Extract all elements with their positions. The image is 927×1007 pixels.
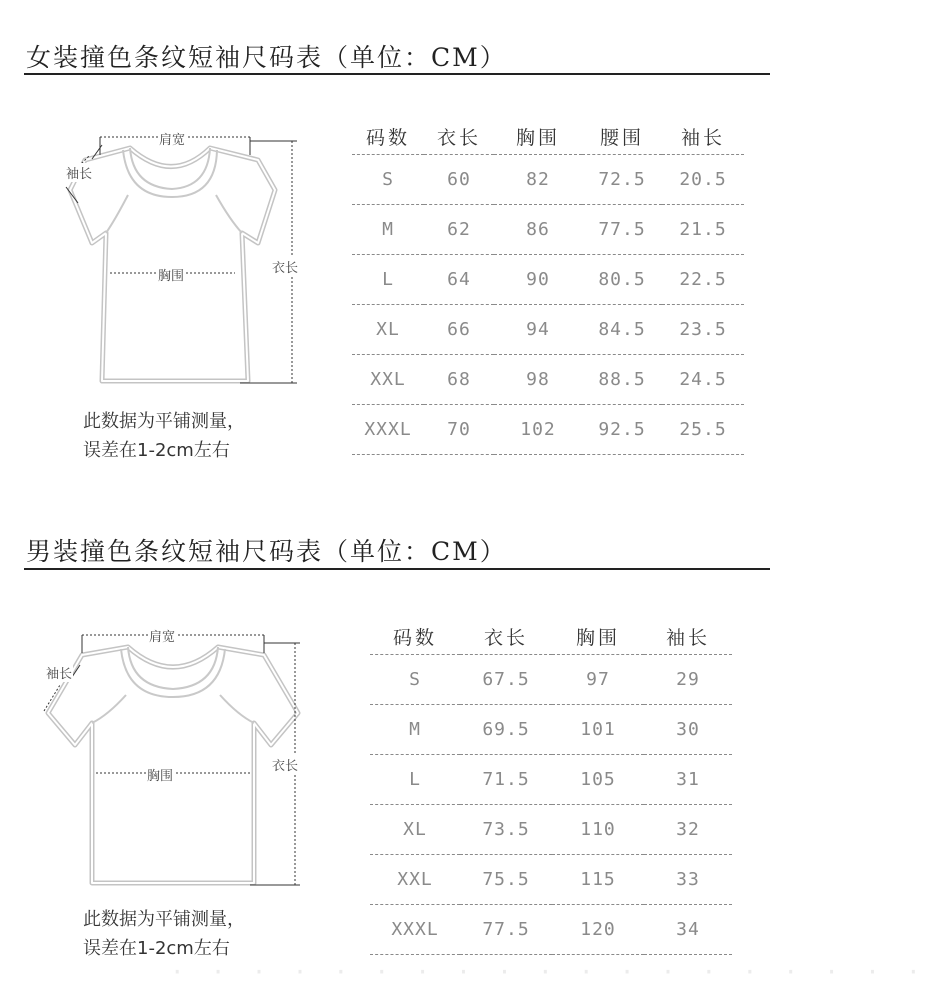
measurement-cell: 71.5 (460, 755, 552, 805)
men-note-line-1: 此数据为平铺测量， (83, 909, 245, 930)
table-row (352, 205, 744, 255)
size-code-cell: M (352, 205, 424, 255)
measurement-cell: 101 (552, 705, 644, 755)
measurement-cell: 82 (494, 155, 582, 205)
measurement-cell: 120 (552, 905, 644, 955)
table-header-row (352, 118, 744, 155)
size-code-cell: XXL (370, 855, 460, 905)
measurement-cell: 86 (494, 205, 582, 255)
size-code-cell: S (370, 655, 460, 705)
women-sleeve-length-label: 袖长 (65, 163, 93, 182)
measurement-cell: 70 (424, 405, 494, 455)
measurement-cell: 31 (644, 755, 732, 805)
measurement-cell: 77.5 (582, 205, 662, 255)
men-measurement-note (83, 905, 245, 963)
measurement-cell: 115 (552, 855, 644, 905)
watermark: · · · · · · · · · · · · · · · · · · · (170, 958, 927, 986)
women-size-chart-title: 女装撞色条纹短袖尺码表（单位：CM） (26, 43, 507, 72)
measurement-cell: 98 (494, 355, 582, 405)
table-row (370, 805, 732, 855)
column-header: 胸围 (552, 618, 644, 655)
measurement-cell: 21.5 (662, 205, 744, 255)
column-header: 胸围 (494, 118, 582, 155)
measurement-cell: 25.5 (662, 405, 744, 455)
table-row (352, 405, 744, 455)
measurement-cell: 64 (424, 255, 494, 305)
size-code-cell: XXL (352, 355, 424, 405)
men-note-line-2: 误差在1-2cm左右 (83, 938, 230, 959)
measurement-cell: 67.5 (460, 655, 552, 705)
measurement-cell: 94 (494, 305, 582, 355)
measurement-cell: 33 (644, 855, 732, 905)
measurement-cell: 77.5 (460, 905, 552, 955)
measurement-cell: 75.5 (460, 855, 552, 905)
measurement-cell: 62 (424, 205, 494, 255)
women-note-line-1: 此数据为平铺测量， (83, 411, 245, 432)
men-garment-figure (0, 625, 330, 895)
size-code-cell: S (352, 155, 424, 205)
women-section (0, 0, 800, 500)
measurement-cell: 29 (644, 655, 732, 705)
men-title-rule (24, 568, 770, 570)
men-section (0, 500, 800, 1007)
measurement-cell: 34 (644, 905, 732, 955)
women-shoulder-width-label: 肩宽 (158, 129, 186, 148)
measurement-cell: 24.5 (662, 355, 744, 405)
women-title-rule (24, 73, 770, 75)
table-row (352, 305, 744, 355)
measurement-cell: 68 (424, 355, 494, 405)
measurement-cell: 20.5 (662, 155, 744, 205)
men-shoulder-width-label: 肩宽 (148, 626, 176, 645)
table-row (370, 705, 732, 755)
men-chest-label: 胸围 (146, 765, 174, 784)
column-header: 码数 (370, 618, 460, 655)
size-code-cell: XXXL (352, 405, 424, 455)
size-code-cell: XXXL (370, 905, 460, 955)
women-chest-label: 胸围 (157, 265, 185, 284)
men-sleeve-length-label: 袖长 (45, 663, 73, 682)
measurement-cell: 22.5 (662, 255, 744, 305)
men-size-chart-title: 男装撞色条纹短袖尺码表（单位：CM） (26, 537, 507, 566)
size-code-cell: XL (370, 805, 460, 855)
size-code-cell: L (370, 755, 460, 805)
measurement-cell: 73.5 (460, 805, 552, 855)
column-header: 袖长 (662, 118, 744, 155)
measurement-cell: 92.5 (582, 405, 662, 455)
women-garment-figure (0, 125, 330, 395)
measurement-cell: 23.5 (662, 305, 744, 355)
measurement-cell: 105 (552, 755, 644, 805)
measurement-cell: 80.5 (582, 255, 662, 305)
measurement-cell: 84.5 (582, 305, 662, 355)
size-code-cell: XL (352, 305, 424, 355)
measurement-cell: 30 (644, 705, 732, 755)
measurement-cell: 97 (552, 655, 644, 705)
table-row (370, 855, 732, 905)
column-header: 码数 (352, 118, 424, 155)
measurement-cell: 66 (424, 305, 494, 355)
women-body-length-label: 衣长 (271, 257, 299, 276)
table-row (370, 755, 732, 805)
table-row (352, 355, 744, 405)
women-note-line-2: 误差在1-2cm左右 (83, 440, 230, 461)
table-row (352, 155, 744, 205)
measurement-cell: 88.5 (582, 355, 662, 405)
measurement-cell: 69.5 (460, 705, 552, 755)
column-header: 衣长 (460, 618, 552, 655)
size-code-cell: M (370, 705, 460, 755)
size-code-cell: L (352, 255, 424, 305)
column-header: 腰围 (582, 118, 662, 155)
table-header-row (370, 618, 732, 655)
column-header: 衣长 (424, 118, 494, 155)
measurement-cell: 72.5 (582, 155, 662, 205)
measurement-cell: 90 (494, 255, 582, 305)
women-size-table (352, 118, 744, 455)
measurement-cell: 60 (424, 155, 494, 205)
men-size-table (370, 618, 732, 955)
table-row (370, 655, 732, 705)
table-row (370, 905, 732, 955)
women-measurement-note (83, 407, 245, 465)
men-body-length-label: 衣长 (271, 755, 299, 774)
measurement-cell: 110 (552, 805, 644, 855)
measurement-cell: 32 (644, 805, 732, 855)
column-header: 袖长 (644, 618, 732, 655)
table-row (352, 255, 744, 305)
measurement-cell: 102 (494, 405, 582, 455)
